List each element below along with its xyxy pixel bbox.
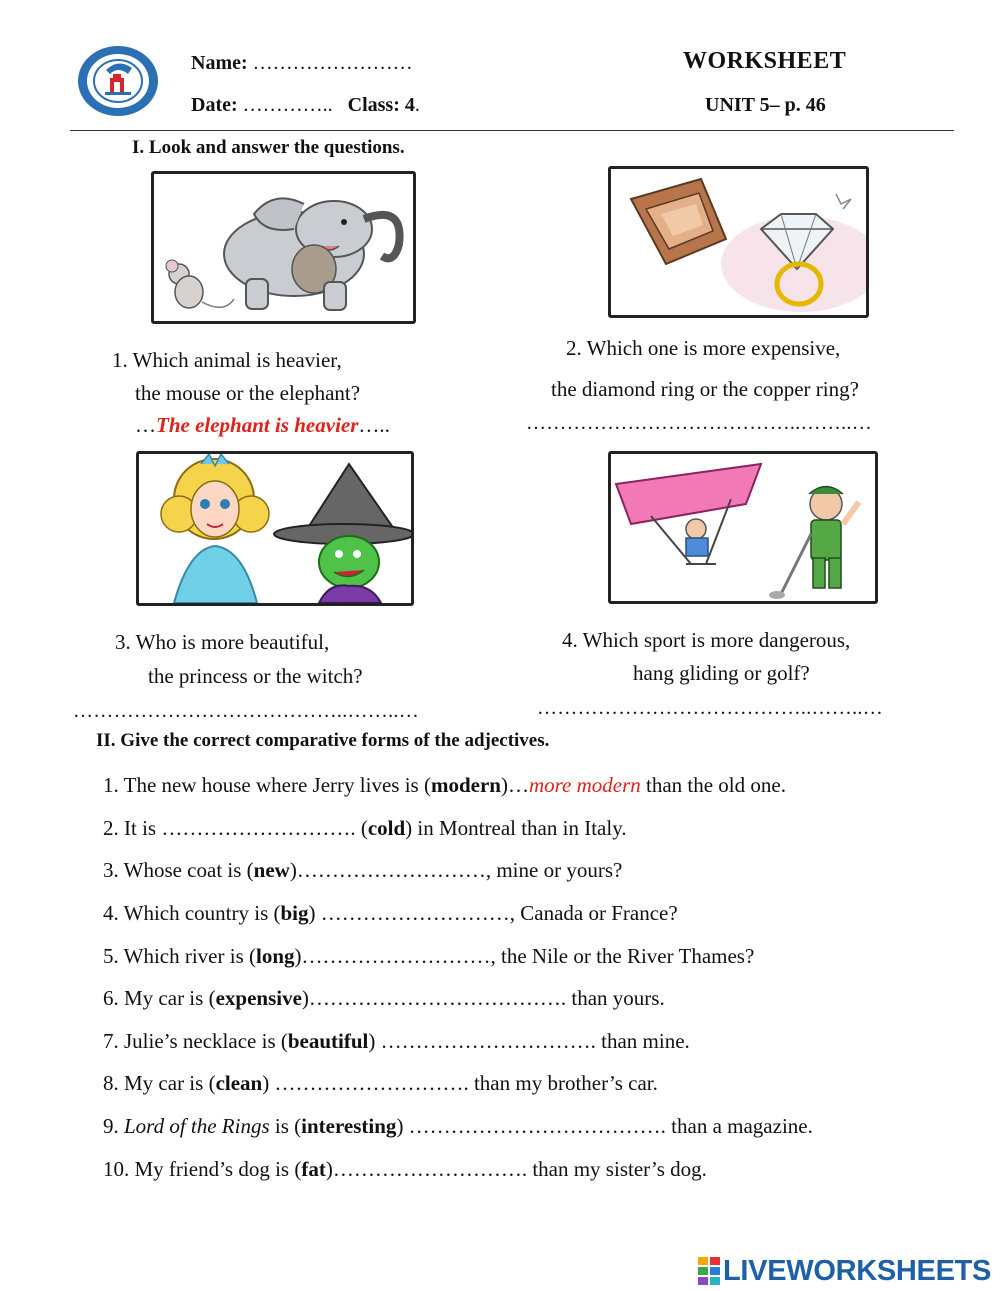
class-label: Class: 4 [347,94,415,116]
exercise-item-6[interactable] [103,988,665,1009]
item-adjective: interesting [301,1114,397,1138]
picture-mouse-elephant [151,171,416,324]
item-text: 7. Julie’s necklace is ( [103,1029,288,1053]
item-text: 10. My friend’s dog is ( [103,1157,302,1181]
header-divider [70,130,954,131]
item-adjective: beautiful [287,1029,369,1053]
picture-rings [608,166,869,318]
item-text: 4. Which country is ( [103,901,281,925]
brand-logo-icon [698,1257,720,1285]
date-label: Date: [191,94,238,116]
item-text: 6. My car is ( [103,986,216,1010]
item-adjective: clean [215,1071,263,1095]
date-class-field [191,94,420,117]
part2-heading: II. Give the correct comparative forms of the adjectives. [96,730,550,751]
item-text: 3. Whose coat is ( [103,858,254,882]
item-text: )………………………………. than yours. [301,986,665,1010]
q3-line2: the princess or the witch? [148,664,363,688]
exercise-item-1[interactable] [103,775,786,796]
item-text: 5. Which river is ( [103,944,256,968]
item-adjective: big [280,901,309,925]
item-text: 9. [103,1114,124,1138]
princess-witch-image [139,454,411,603]
item-text: )………………………, the Nile or the River Thames? [294,944,755,968]
name-field [191,52,413,75]
q1-answer: The elephant is heavier [156,413,359,437]
q4-answer-line[interactable]: …………………………………..……..… [537,697,883,719]
item-text: ) ………………………. than my brother’s car. [262,1071,658,1095]
item-text: ) ………………………, Canada or France? [308,901,678,925]
hangglider-golfer-image [611,454,875,601]
q2-line2: the diamond ring or the copper ring? [551,377,859,401]
class-suffix: . [414,94,420,116]
school-logo [76,44,160,118]
q2-line1: 2. Which one is more expensive, [566,336,841,360]
q1-answer-suffix: ….. [358,413,390,437]
brand-name: LIVEWORKSHEETS [723,1254,992,1287]
item-adjective: cold [367,816,406,840]
exercise-item-10[interactable] [103,1159,707,1180]
exercise-item-9[interactable] [103,1116,813,1137]
picture-hangglider-golfer [608,451,878,604]
q1-answer-prefix: … [135,413,156,437]
item-text: 2. It is ………………………. ( [103,816,368,840]
q4-line2: hang gliding or golf? [633,661,810,685]
rings-image [611,169,866,315]
q3-line1: 3. Who is more beautiful, [115,630,330,654]
item-adjective: expensive [215,986,302,1010]
exercise-item-7[interactable] [103,1031,690,1052]
item-book-title: Lord of the Rings [124,1114,270,1138]
item-text: than the old one. [640,773,786,797]
worksheet-title: WORKSHEET [683,48,847,74]
item-adjective: modern [430,773,501,797]
exercise-item-2[interactable] [103,818,627,839]
exercise-item-3[interactable] [103,860,622,881]
exercise-item-8[interactable] [103,1073,658,1094]
item-text: ) in Montreal than in Italy. [405,816,627,840]
name-blank[interactable]: …………………… [252,52,413,74]
q4-line1: 4. Which sport is more dangerous, [562,628,851,652]
name-label: Name: [191,52,248,74]
item-adjective: long [256,944,295,968]
unit-label: UNIT 5– p. 46 [705,94,826,116]
item-text: )………………………. than my sister’s dog. [325,1157,707,1181]
item-text: )… [500,773,529,797]
picture-princess-witch [136,451,414,606]
part1-heading: I. Look and answer the questions. [132,137,405,158]
item-text: ) …………………………. than mine. [368,1029,690,1053]
item-text: 1. The new house where Jerry lives is ( [103,773,431,797]
exercise-item-4[interactable] [103,903,678,924]
liveworksheets-brand[interactable] [698,1254,991,1288]
item-answer: more modern [528,773,641,797]
date-blank[interactable]: ………….. [242,94,333,116]
q1-answer-line[interactable] [135,415,390,436]
item-adjective: fat [301,1157,326,1181]
q1-line1: 1. Which animal is heavier, [112,348,342,372]
item-text: 8. My car is ( [103,1071,216,1095]
q1-line2: the mouse or the elephant? [135,381,361,405]
elephant-mouse-image [154,174,413,321]
q2-answer-line[interactable]: …………………………………..……..… [526,412,872,434]
item-text: is ( [269,1114,302,1138]
item-adjective: new [253,858,290,882]
item-text: )………………………, mine or yours? [289,858,623,882]
exercise-item-5[interactable] [103,946,754,967]
item-text: ) ………………………………. than a magazine. [396,1114,813,1138]
q3-answer-line[interactable]: …………………………………..……..… [73,700,419,722]
